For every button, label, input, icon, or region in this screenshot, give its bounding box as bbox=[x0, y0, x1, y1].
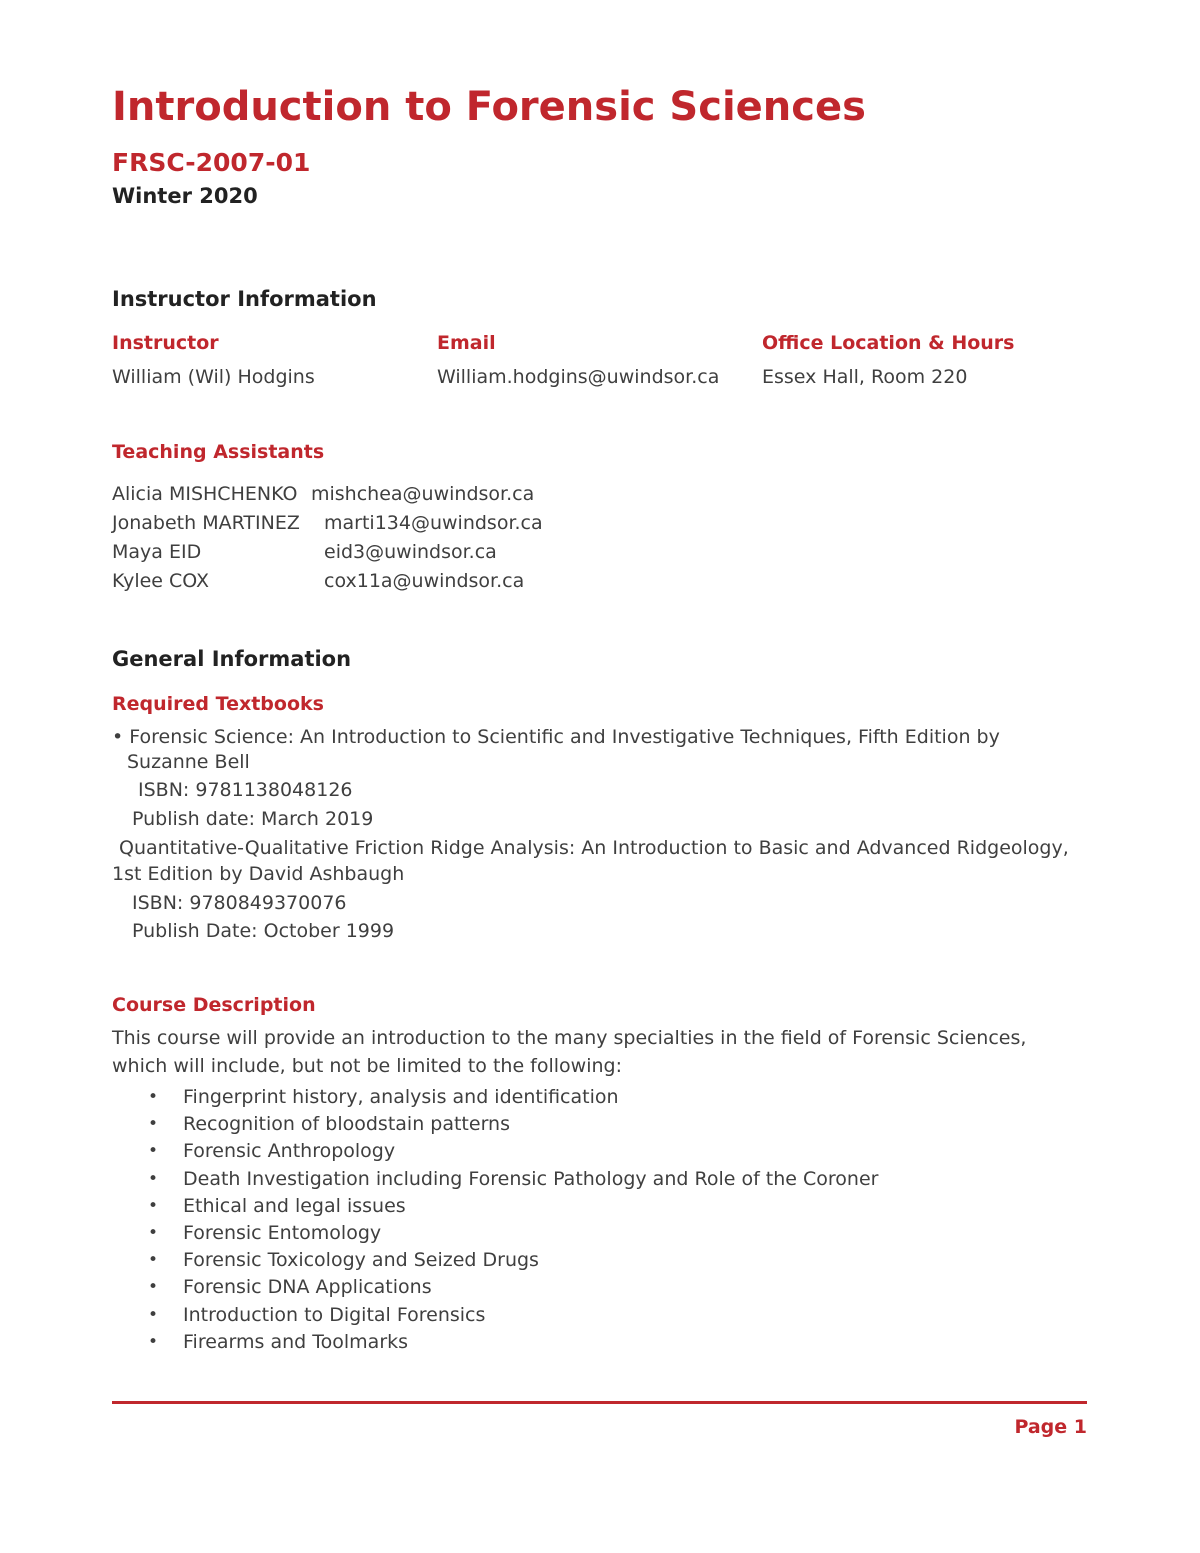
list-item bbox=[148, 1329, 878, 1356]
textbook-1-isbn: ISBN: 9781138048126 bbox=[138, 779, 353, 801]
ta-email: marti134@uwindsor.ca bbox=[324, 512, 543, 534]
ta-row bbox=[112, 512, 812, 541]
list-item-text: Fingerprint history, analysis and identification bbox=[183, 1086, 619, 1108]
list-item bbox=[148, 1193, 878, 1220]
ta-email: mishchea@uwindsor.ca bbox=[311, 483, 535, 505]
list-item bbox=[148, 1302, 878, 1329]
bullet-icon: • bbox=[148, 1141, 159, 1162]
office-location: Essex Hall, Room 220 bbox=[762, 366, 968, 388]
course-term: Winter 2020 bbox=[112, 184, 258, 208]
instructor-label: Instructor bbox=[112, 332, 219, 354]
list-item-text: Forensic Anthropology bbox=[183, 1140, 396, 1163]
list-item-text: Forensic Toxicology and Seized Drugs bbox=[183, 1249, 539, 1272]
course-description-text: which will include, but not be limited to the following: bbox=[112, 1055, 622, 1077]
list-item-text: Firearms and Toolmarks bbox=[183, 1330, 409, 1353]
instructor-email: William.hodgins@uwindsor.ca bbox=[437, 366, 720, 388]
list-item-text: Death Investigation including Forensic Pathology and Role of the Coroner bbox=[183, 1167, 879, 1190]
email-label: Email bbox=[437, 332, 496, 354]
textbooks-heading: Required Textbooks bbox=[112, 693, 324, 715]
textbook-1-title: • Forensic Science: An Introduction to Scientific and Investigative Techniques, Fifth Edition by bbox=[112, 726, 1000, 748]
footer-divider bbox=[112, 1401, 1087, 1404]
course-description-text: This course will provide an introduction to the many specialties in the field of Forensic Sciences, bbox=[112, 1027, 1027, 1049]
list-item bbox=[148, 1247, 878, 1274]
office-label: Office Location & Hours bbox=[762, 332, 1015, 354]
ta-email: eid3@uwindsor.ca bbox=[324, 541, 497, 563]
bullet-icon: • bbox=[148, 1087, 159, 1107]
textbook-2-date: Publish Date: October 1999 bbox=[132, 920, 395, 942]
bullet-icon: • bbox=[148, 1277, 159, 1298]
teaching-assistants-heading: Teaching Assistants bbox=[112, 441, 325, 463]
instructor-column bbox=[112, 332, 315, 388]
instructor-name: William (Wil) Hodgins bbox=[112, 366, 315, 388]
textbook-1-date: Publish date: March 2019 bbox=[132, 808, 374, 830]
list-item bbox=[148, 1111, 878, 1138]
bullet-icon: • bbox=[148, 1114, 159, 1135]
textbook-2-title: Quantitative-Qualitative Friction Ridge Analysis: An Introduction to Basic and Advanced Ridgeology, bbox=[119, 837, 1069, 859]
list-item bbox=[148, 1220, 878, 1247]
list-item bbox=[148, 1138, 878, 1165]
textbook-1-author: Suzanne Bell bbox=[127, 751, 250, 773]
ta-name: Jonabeth MARTINEZ bbox=[112, 512, 300, 534]
ta-email: cox11a@uwindsor.ca bbox=[324, 570, 525, 592]
page-title: Introduction to Forensic Sciences bbox=[112, 84, 866, 130]
list-item-text: Forensic DNA Applications bbox=[183, 1276, 432, 1299]
ta-row bbox=[112, 541, 812, 570]
course-code: FRSC-2007-01 bbox=[112, 148, 311, 177]
list-item bbox=[148, 1166, 878, 1193]
textbook-2-isbn: ISBN: 9780849370076 bbox=[132, 892, 347, 914]
list-item-text: Recognition of bloodstain patterns bbox=[183, 1113, 510, 1136]
list-item-text: Ethical and legal issues bbox=[183, 1194, 406, 1217]
office-column bbox=[762, 332, 1014, 388]
list-item bbox=[148, 1274, 878, 1301]
bullet-icon: • bbox=[148, 1250, 159, 1271]
list-item-text: Introduction to Digital Forensics bbox=[183, 1303, 486, 1326]
list-item-text: Forensic Entomology bbox=[183, 1221, 382, 1244]
textbook-2-author: 1st Edition by David Ashbaugh bbox=[112, 863, 405, 885]
bullet-icon: • bbox=[148, 1168, 159, 1189]
bullet-icon: • bbox=[148, 1304, 159, 1325]
bullet-icon: • bbox=[148, 1331, 159, 1352]
ta-row bbox=[112, 570, 812, 599]
list-item bbox=[148, 1084, 878, 1111]
course-description-heading: Course Description bbox=[112, 994, 316, 1016]
ta-row bbox=[112, 483, 812, 512]
email-column bbox=[437, 332, 719, 388]
page-number: Page 1 bbox=[1014, 1416, 1087, 1438]
general-info-heading: General Information bbox=[112, 647, 352, 671]
instructor-info-heading: Instructor Information bbox=[112, 287, 377, 311]
bullet-icon: • bbox=[148, 1222, 159, 1243]
bullet-icon: • bbox=[148, 1195, 159, 1216]
ta-name: Maya EID bbox=[112, 541, 202, 563]
ta-name: Kylee COX bbox=[112, 570, 210, 592]
course-topics-list bbox=[148, 1084, 878, 1356]
ta-name: Alicia MISHCHENKO bbox=[112, 483, 298, 505]
